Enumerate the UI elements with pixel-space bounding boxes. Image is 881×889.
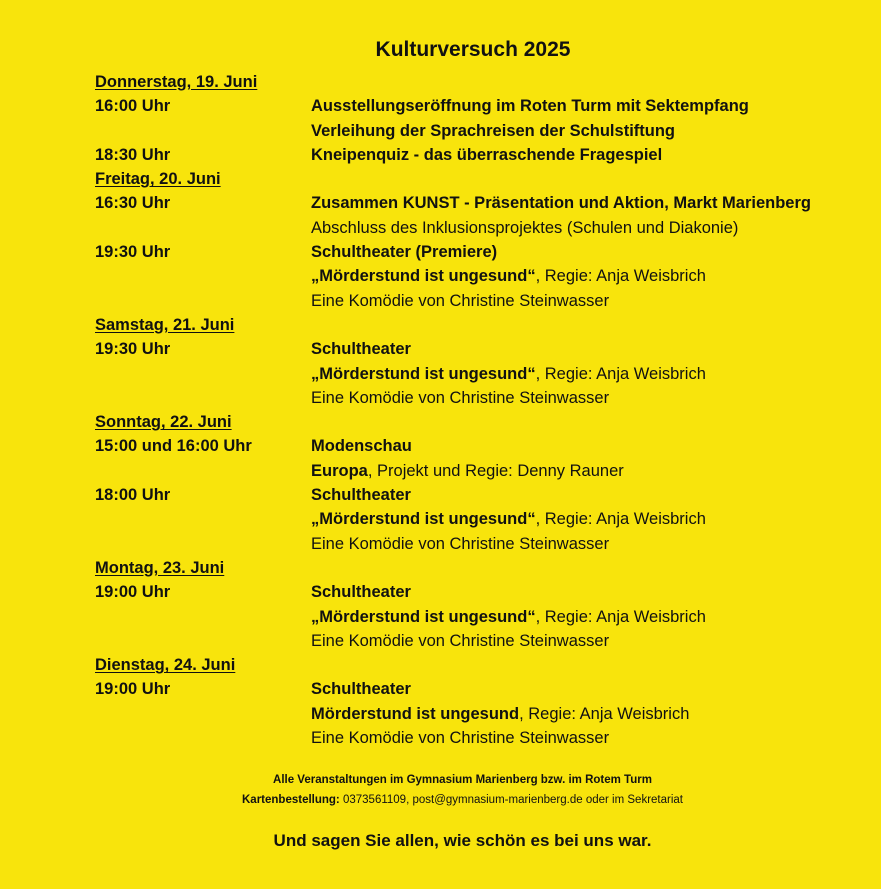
event-row bbox=[95, 507, 865, 531]
event-description bbox=[311, 702, 865, 726]
event-description bbox=[311, 677, 865, 701]
event-details: , Regie: Anja Weisbrich bbox=[535, 267, 706, 286]
event-time-spacer bbox=[95, 605, 311, 629]
day-heading: Dienstag, 24. Juni bbox=[95, 656, 236, 675]
ticket-details: 0373561109, post@gymnasium-marienberg.de oder im Sekretariat bbox=[339, 794, 683, 806]
event-time-spacer bbox=[95, 216, 311, 240]
day-heading: Samstag, 21. Juni bbox=[95, 315, 235, 334]
event-description bbox=[311, 580, 865, 604]
ticket-info bbox=[0, 794, 881, 806]
event-details: Eine Komödie von Christine Steinwasser bbox=[311, 291, 610, 310]
event-title: Ausstellungseröffnung im Roten Turm mit Sektempfang bbox=[311, 97, 749, 116]
event-time-spacer bbox=[95, 264, 311, 288]
event-time-spacer bbox=[95, 702, 311, 726]
event-title: Kneipenquiz - das überraschende Fragespiel bbox=[311, 145, 663, 164]
event-title: Verleihung der Sprachreisen der Schulstiftung bbox=[311, 121, 675, 140]
event-row bbox=[95, 362, 865, 386]
event-row bbox=[95, 726, 865, 750]
event-description bbox=[311, 289, 865, 313]
day-header-row bbox=[95, 313, 865, 337]
event-description bbox=[311, 459, 865, 483]
event-row bbox=[95, 216, 865, 240]
event-row bbox=[95, 143, 865, 167]
slogan: Und sagen Sie allen, wie schön es bei uns war. bbox=[273, 831, 652, 850]
event-time: 19:00 Uhr bbox=[95, 583, 171, 602]
event-title: Schultheater bbox=[311, 340, 411, 359]
event-title: Schultheater bbox=[311, 583, 411, 602]
event-row bbox=[95, 386, 865, 410]
event-time-spacer bbox=[95, 362, 311, 386]
event-time-spacer bbox=[95, 289, 311, 313]
event-details: Eine Komödie von Christine Steinwasser bbox=[311, 729, 610, 748]
event-time-spacer bbox=[95, 726, 311, 750]
event-description bbox=[311, 240, 865, 264]
event-details: Eine Komödie von Christine Steinwasser bbox=[311, 388, 610, 407]
event-details: Eine Komödie von Christine Steinwasser bbox=[311, 631, 610, 650]
event-row bbox=[95, 191, 865, 215]
event-description bbox=[311, 264, 865, 288]
day-header-row bbox=[95, 653, 865, 677]
page-title: Kulturversuch 2025 bbox=[375, 38, 571, 61]
event-row bbox=[95, 337, 865, 361]
event-time: 19:30 Uhr bbox=[95, 243, 171, 262]
event-details: , Regie: Anja Weisbrich bbox=[535, 607, 706, 626]
event-description bbox=[311, 507, 865, 531]
event-description bbox=[311, 362, 865, 386]
schedule bbox=[95, 70, 865, 750]
event-row bbox=[95, 289, 865, 313]
event-description bbox=[311, 605, 865, 629]
event-title: Modenschau bbox=[311, 437, 412, 456]
event-details: , Projekt und Regie: Denny Rauner bbox=[367, 461, 624, 480]
event-description bbox=[311, 726, 865, 750]
event-time: 18:00 Uhr bbox=[95, 486, 171, 505]
event-title: Schultheater bbox=[311, 680, 411, 699]
day-heading: Freitag, 20. Juni bbox=[95, 170, 221, 189]
event-title: Mörderstund ist ungesund bbox=[311, 704, 520, 723]
event-time: 15:00 und 16:00 Uhr bbox=[95, 437, 252, 456]
event-row bbox=[95, 94, 865, 118]
event-description bbox=[311, 337, 865, 361]
event-title: „Mörderstund ist ungesund“ bbox=[311, 607, 536, 626]
event-description bbox=[311, 216, 865, 240]
event-details: , Regie: Anja Weisbrich bbox=[535, 364, 706, 383]
day-heading: Donnerstag, 19. Juni bbox=[95, 73, 258, 91]
event-row bbox=[95, 459, 865, 483]
event-time-spacer bbox=[95, 507, 311, 531]
event-row bbox=[95, 605, 865, 629]
event-row bbox=[95, 483, 865, 507]
event-row bbox=[95, 240, 865, 264]
event-description bbox=[311, 119, 865, 143]
event-title: Schultheater (Premiere) bbox=[311, 243, 498, 262]
event-details: Eine Komödie von Christine Steinwasser bbox=[311, 534, 610, 553]
event-row bbox=[95, 532, 865, 556]
event-description bbox=[311, 191, 865, 215]
event-time-spacer bbox=[95, 629, 311, 653]
event-time-spacer bbox=[95, 119, 311, 143]
event-title: „Mörderstund ist ungesund“ bbox=[311, 364, 536, 383]
day-header-row bbox=[95, 556, 865, 580]
event-row bbox=[95, 264, 865, 288]
event-row bbox=[95, 702, 865, 726]
event-time-spacer bbox=[95, 532, 311, 556]
event-row bbox=[95, 677, 865, 701]
day-header-row bbox=[95, 410, 865, 434]
ticket-label: Kartenbestellung: bbox=[242, 794, 340, 806]
event-row bbox=[95, 119, 865, 143]
event-description bbox=[311, 386, 865, 410]
day-heading: Sonntag, 22. Juni bbox=[95, 413, 232, 432]
event-title: Europa bbox=[311, 461, 368, 480]
event-description bbox=[311, 434, 865, 458]
event-details: , Regie: Anja Weisbrich bbox=[519, 704, 690, 723]
event-time: 19:00 Uhr bbox=[95, 680, 171, 699]
event-description bbox=[311, 629, 865, 653]
venue-note: Alle Veranstaltungen im Gymnasium Marienberg bzw. im Rotem Turm bbox=[273, 774, 652, 786]
event-details: , Regie: Anja Weisbrich bbox=[535, 510, 706, 529]
event-time: 16:00 Uhr bbox=[95, 97, 171, 116]
event-description bbox=[311, 483, 865, 507]
event-row bbox=[95, 580, 865, 604]
event-description bbox=[311, 143, 865, 167]
event-description bbox=[311, 532, 865, 556]
day-header-row bbox=[95, 167, 865, 191]
event-title: Zusammen KUNST - Präsentation und Aktion, Markt Marienberg bbox=[311, 194, 811, 213]
event-description bbox=[311, 94, 865, 118]
event-time: 18:30 Uhr bbox=[95, 145, 171, 164]
day-header-row bbox=[95, 70, 865, 94]
event-details: Abschluss des Inklusionsprojektes (Schulen und Diakonie) bbox=[311, 218, 739, 237]
event-time-spacer bbox=[95, 459, 311, 483]
event-row bbox=[95, 434, 865, 458]
event-time-spacer bbox=[95, 386, 311, 410]
event-title: „Mörderstund ist ungesund“ bbox=[311, 267, 536, 286]
event-row bbox=[95, 629, 865, 653]
event-time: 16:30 Uhr bbox=[95, 194, 171, 213]
day-heading: Montag, 23. Juni bbox=[95, 558, 225, 577]
event-title: „Mörderstund ist ungesund“ bbox=[311, 510, 536, 529]
event-time: 19:30 Uhr bbox=[95, 340, 171, 359]
event-title: Schultheater bbox=[311, 486, 411, 505]
